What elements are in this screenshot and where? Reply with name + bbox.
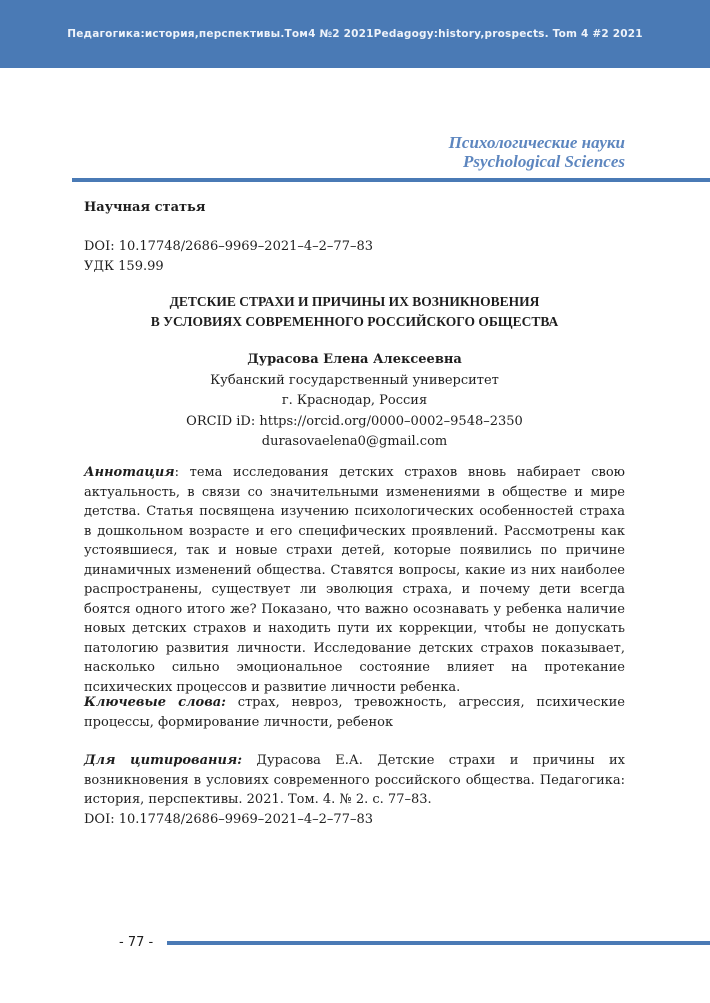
keywords-text: страх, невроз, тревожность, агрессия, психические процессы, формирование личности, ребенок: [84, 695, 626, 730]
abstract: [84, 463, 625, 697]
udk: УДК 159.99: [84, 258, 164, 274]
author-info: [84, 350, 625, 453]
identifiers: [84, 237, 625, 276]
keywords-label: Ключевые слова:: [84, 695, 226, 710]
citation: [84, 751, 625, 829]
keywords: [84, 693, 625, 732]
section-heading-en: Psychological Sciences: [463, 152, 625, 171]
section-divider: [72, 178, 710, 182]
author-email: durasovaelena0@gmail.com: [261, 434, 448, 449]
citation-doi: DOI: 10.17748/2686–9969–2021–4–2–77–83: [84, 811, 374, 827]
section-heading: [449, 133, 625, 171]
article-title: [84, 292, 625, 332]
citation-text: Дурасова Е.А. Детские страхи и причины их возникновения в условиях современного российского общества. Педагогика: история, перспективы. 2021. Том. 4. № 2. с. 77–83.: [84, 753, 625, 807]
author-affiliation: Кубанский государственный университет: [210, 372, 499, 388]
author-name: Дурасова Елена Алексеевна: [247, 352, 462, 367]
page-number: - 77 -: [119, 935, 154, 950]
doi: DOI: 10.17748/2686–9969–2021–4–2–77–83: [84, 239, 374, 254]
footer-divider: [167, 941, 710, 945]
citation-label: Для цитирования:: [84, 753, 243, 768]
article-type: Научная статья: [84, 200, 206, 215]
abstract-text: : тема исследования детских страхов вновь набирает свою актуальность, в связи со значительными изменениями в обществе и мире детства. Статья посвящена изучению психологических особенностей страха в дошкольном возрасте и его специфических проявлений. Рассмотрены как устоявшиеся, так и новые страхи детей, которые появились по причине динамичных изменений общества. Ставятся вопросы, какие из них наиболее распространены, существует ли эволюция страха, и почему дети всегда боятся одного итого же? Показано, что важно осознавать у ребенка наличие новых детских страхов и находить пути их коррекции, чтобы не допускать патологию развития личности. Исследование детских страхов показывает, насколько сильно эмоциональное состояние влияет на протекание психических процессов и развитие личности ребенка.: [84, 465, 625, 695]
article-title-line-2: В УСЛОВИЯХ СОВРЕМЕННОГО РОССИЙСКОГО ОБЩЕСТВА: [150, 314, 559, 329]
article-title-line-1: ДЕТСКИЕ СТРАХИ И ПРИЧИНЫ ИХ ВОЗНИКНОВЕНИЯ: [169, 294, 540, 309]
author-city: г. Краснодар, Россия: [281, 393, 428, 408]
journal-header: Педагогика:история,перспективы.Том4 №2 2021Pedagogy:history,prospects. Tom 4 #2 2021: [67, 28, 643, 40]
section-heading-ru: Психологические науки: [448, 133, 625, 152]
author-orcid: ORCID iD: https://orcid.org/0000–0002–9548–2350: [186, 413, 523, 429]
abstract-label: Аннотация: [84, 465, 175, 480]
